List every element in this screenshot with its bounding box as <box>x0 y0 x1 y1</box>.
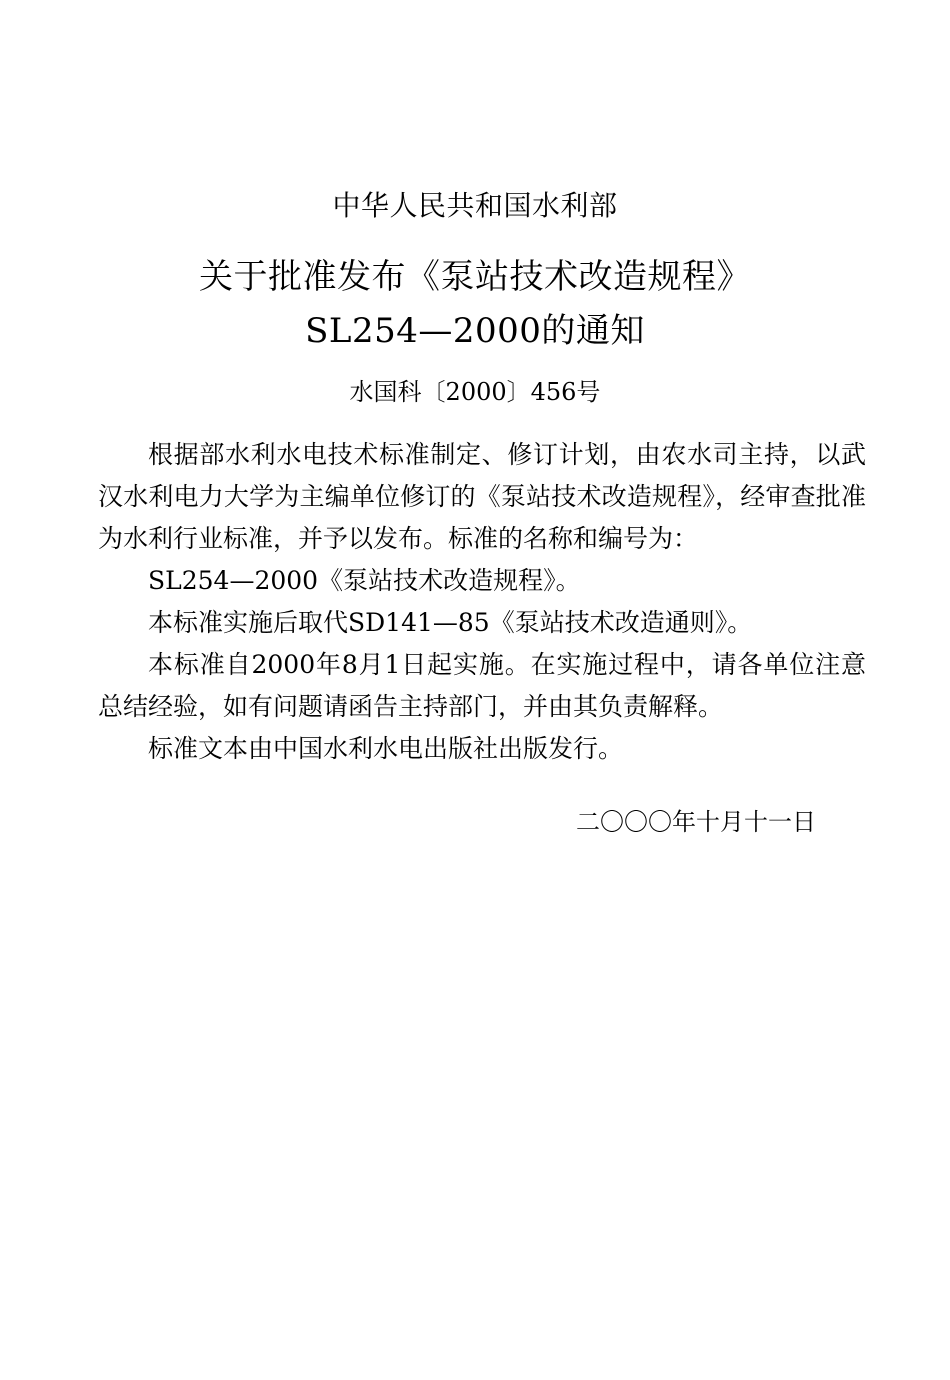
body-paragraph: 本标准自2000年8月1日起实施。在实施过程中，请各单位注意总结经验，如有问题请函告主持部门，并由其负责解释。 <box>98 650 866 721</box>
body-paragraph: 本标准实施后取代SD141—85《泵站技术改造通则》。 <box>148 608 753 637</box>
notice-body <box>98 434 866 770</box>
issuing-authority: 中华人民共和国水利部 <box>332 189 618 222</box>
issue-date: 二〇〇〇年十月十一日 <box>576 808 816 836</box>
notice-title-line-2: SL254—2000的通知 <box>305 311 645 351</box>
document-number: 水国科〔2000〕456号 <box>349 378 601 406</box>
notice-title <box>0 250 950 358</box>
body-paragraph: 根据部水利水电技术标准制定、修订计划，由农水司主持，以武汉水利电力大学为主编单位修订的《泵站技术改造规程》，经审查批准为水利行业标准，并予以发布。标准的名称和编号为： <box>98 440 866 553</box>
body-paragraph: 标准文本由中国水利水电出版社出版发行。 <box>148 734 624 763</box>
notice-title-line-1: 关于批准发布《泵站技术改造规程》 <box>199 257 751 297</box>
body-paragraph: SL254—2000《泵站技术改造规程》。 <box>148 566 581 595</box>
